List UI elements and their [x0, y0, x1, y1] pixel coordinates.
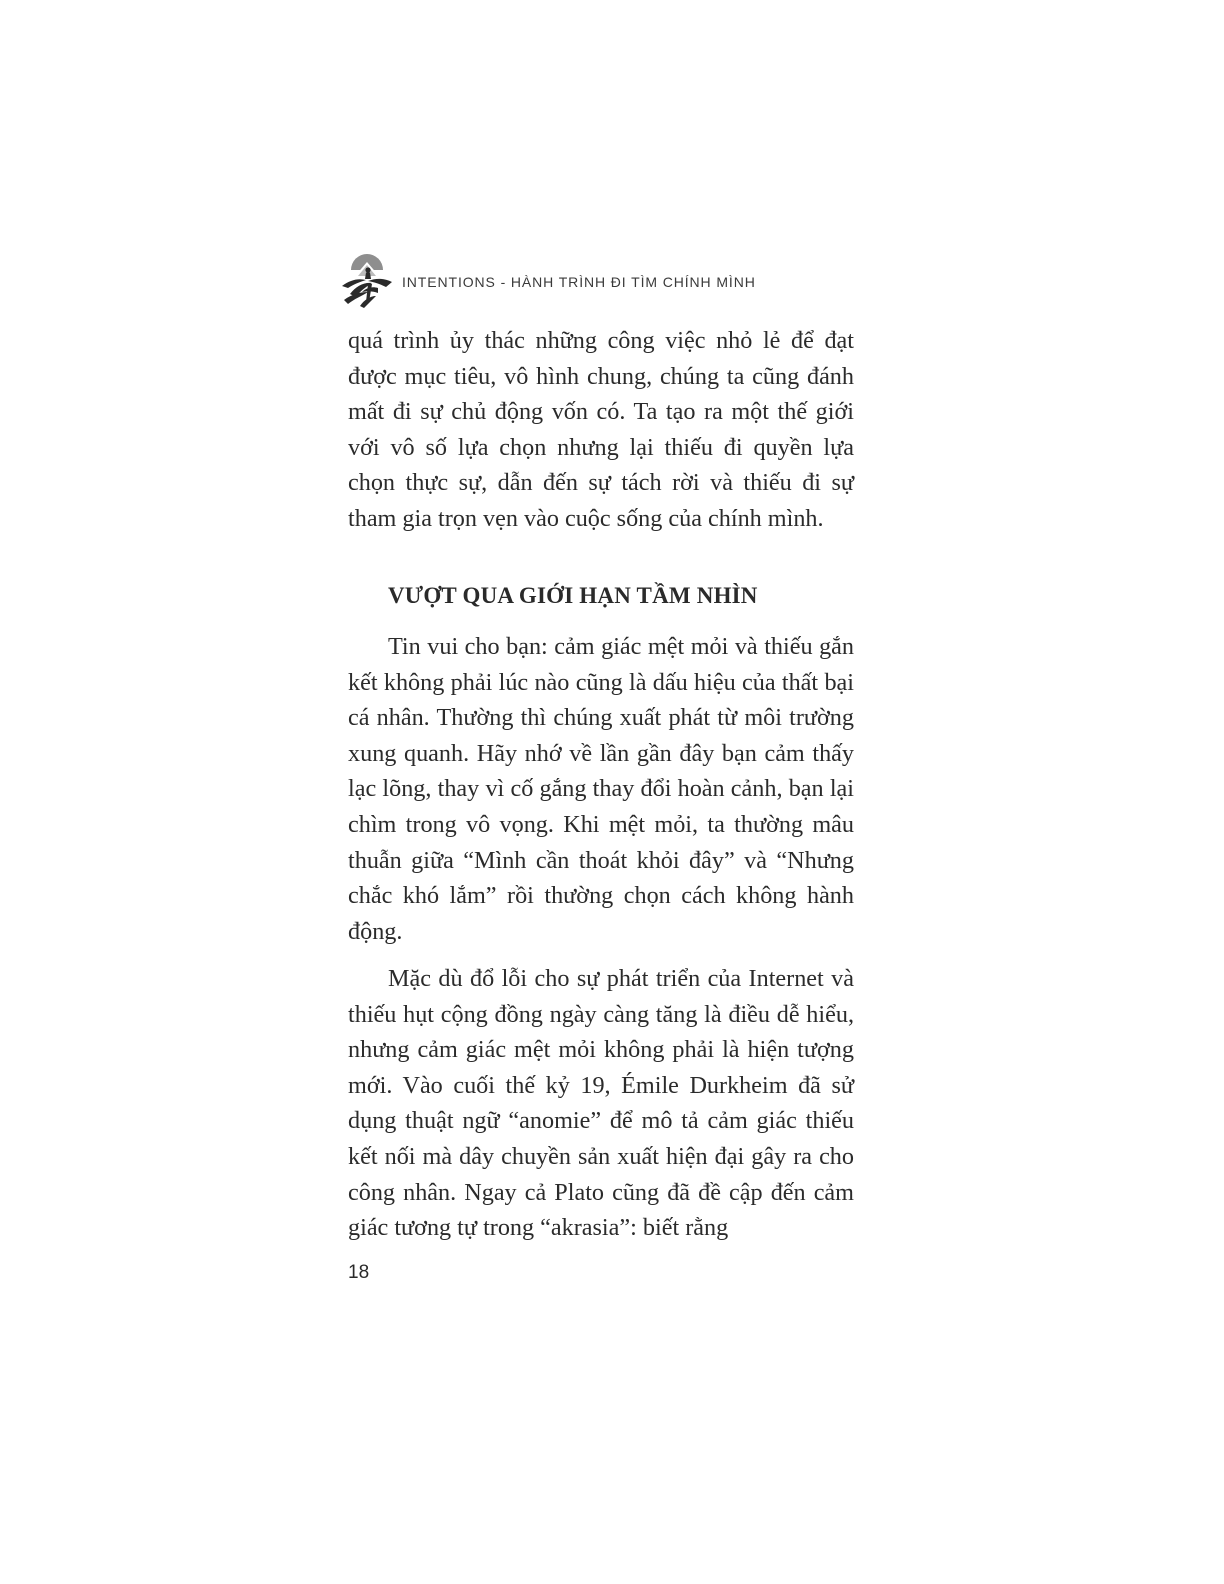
body-paragraph-3: Mặc dù đổ lỗi cho sự phát triển của Internet và thiếu hụt cộng đồng ngày càng tăng là điều dễ hiểu, nhưng cảm giác mệt mỏi không phải là hiện tượng mới. Vào cuối thế kỷ 19, Émile Durkheim đã sử dụng thuật ngữ “anomie” để mô tả cảm giác thiếu kết nối mà dây chuyền sản xuất hiện đại gây ra cho công nhân. Ngay cả Plato cũng đã đề cập đến cảm giác tương tự trong “akrasia”: biết rằng: [348, 965, 854, 1242]
body-paragraph-2: Tin vui cho bạn: cảm giác mệt mỏi và thiếu gắn kết không phải lúc nào cũng là dấu hiệu của thất bại cá nhân. Thường thì chúng xuất phát từ môi trường xung quanh. Hãy nhớ về lần gần đây bạn cảm thấy lạc lõng, thay vì cố gắng thay đổi hoàn cảnh, bạn lại chìm trong vô vọng. Khi mệt mỏi, ta thường mâu thuẫn giữa “Mình cần thoát khỏi đây” và “Nhưng chắc khó lắm” rồi thường chọn cách không hành động.: [348, 633, 854, 945]
running-header: [338, 244, 858, 310]
running-header-title: INTENTIONS - HÀNH TRÌNH ĐI TÌM CHÍNH MÌNH: [402, 274, 756, 290]
section-heading: VƯỢT QUA GIỚI HẠN TẦM NHÌN: [388, 583, 758, 608]
body-paragraph-1: quá trình ủy thác những công việc nhỏ lẻ để đạt được mục tiêu, vô hình chung, chúng ta cũng đánh mất đi sự chủ động vốn có. Ta tạo ra một thế giới với vô số lựa chọn nhưng lại thiếu đi quyền lựa chọn thực sự, dẫn đến sự tách rời và thiếu đi sự tham gia trọn vẹn vào cuộc sống của chính mình.: [348, 327, 854, 532]
page-number: 18: [348, 1262, 370, 1283]
mountain-sun-emblem-icon: [338, 244, 396, 310]
